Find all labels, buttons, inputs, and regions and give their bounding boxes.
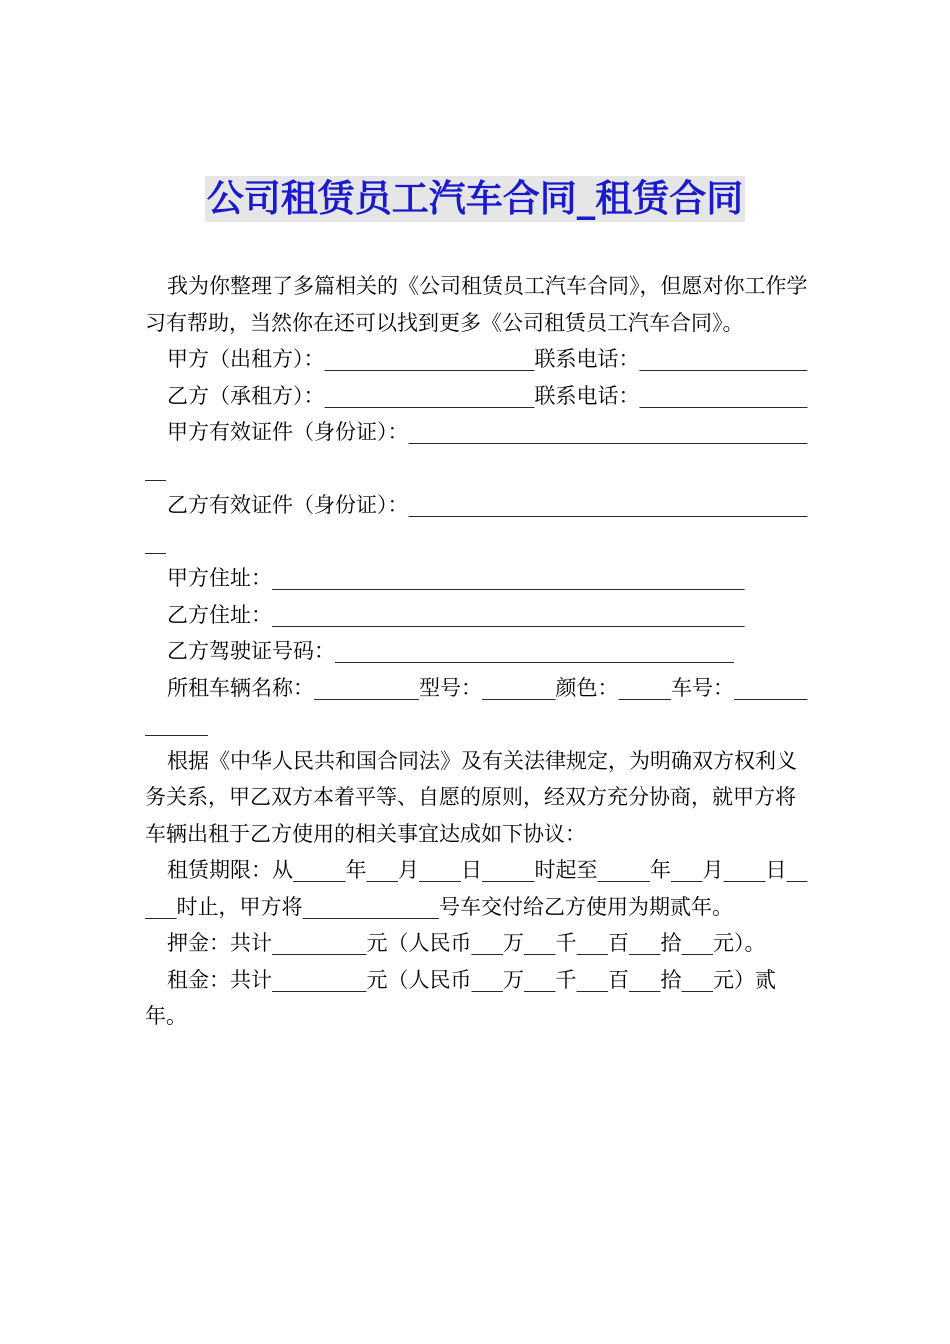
party-a-id-line: 甲方有效证件（身份证）：________________________________________ [145,420,808,481]
intro-paragraph: 我为你整理了多篇相关的《公司租赁员工汽车合同》，但愿对你工作学习有帮助，当然你在还可以找到更多《公司租赁员工汽车合同》。 [145,274,808,335]
vehicle-line: 所租车辆名称：__________型号：_______颜色：_____车号：_____________ [145,675,808,736]
document-title: 公司租赁员工汽车合同_租赁合同 [206,177,744,220]
party-b-line: 乙方（承租方）：____________________联系电话：________________ [167,383,808,408]
party-a-line: 甲方（出租方）：____________________联系电话：________________ [167,347,808,371]
party-b-id-line: 乙方有效证件（身份证）：________________________________________ [145,493,808,554]
deposit-paragraph: 押金：共计_________元（人民币___万___千___百___拾___元）。 [167,931,766,955]
party-b-address-line: 乙方住址：_____________________________________________ [167,602,745,627]
title-container [0,176,950,222]
party-a-address-line: 甲方住址：_____________________________________________ [167,566,745,590]
lease-term-paragraph: 租赁期限：从_____年___月____日_____时起至_____年___月____日_____时止，甲方将_____________号车交付给乙方使用为期贰年。 [145,858,808,919]
document-body [145,268,810,1035]
party-b-license-line: 乙方驾驶证号码：______________________________________ [167,639,734,663]
rent-paragraph: 租金：共计_________元（人民币___万___千___百___拾___元）贰年。 [145,967,776,1028]
basis-paragraph: 根据《中华人民共和国合同法》及有关法律规定，为明确双方权利义务关系，甲乙双方本着平等、自愿的原则，经双方充分协商，就甲方将车辆出租于乙方使用的相关事宜达成如下协议： [145,748,797,846]
